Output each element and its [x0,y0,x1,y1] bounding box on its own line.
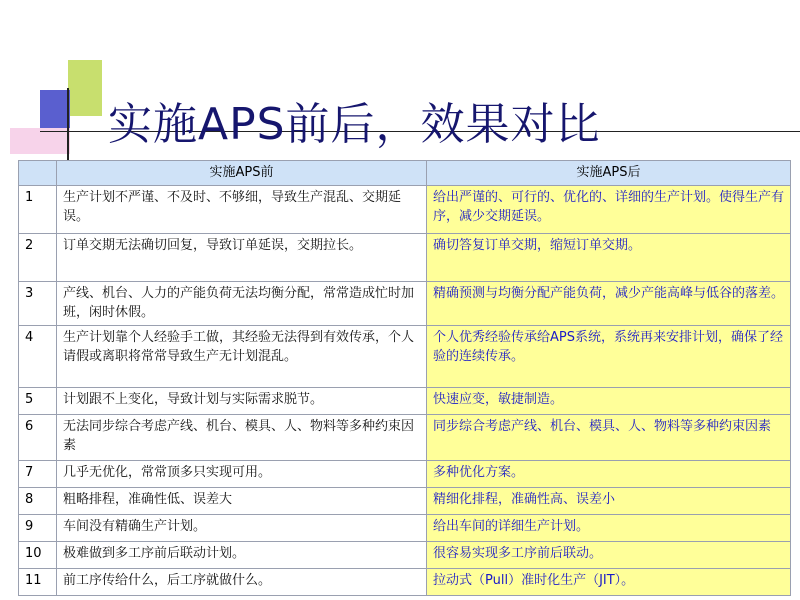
header-before-aps: 实施APS前 [57,161,427,186]
decor-blue-square [40,90,70,130]
table-row [19,186,791,234]
row-number: 6 [19,415,57,461]
row-number: 8 [19,488,57,515]
before-cell: 极难做到多工序前后联动计划。 [57,542,427,569]
before-cell: 订单交期无法确切回复，导致订单延误，交期拉长。 [57,234,427,282]
before-cell: 几乎无优化，常常顶多只实现可用。 [57,461,427,488]
after-cell: 给出严谨的、可行的、优化的、详细的生产计划。使得生产有序，减少交期延误。 [427,186,791,234]
before-cell: 生产计划靠个人经验手工做，其经验无法得到有效传承，个人请假或离职将常常导致生产无计划混乱。 [57,326,427,388]
table-row [19,234,791,282]
table-row [19,282,791,326]
row-number: 5 [19,388,57,415]
after-cell: 确切答复订单交期，缩短订单交期。 [427,234,791,282]
table-row [19,515,791,542]
row-number: 7 [19,461,57,488]
table-row [19,326,791,388]
slide-title: 实施APS前后，效果对比 [108,99,601,150]
table-row [19,388,791,415]
before-cell: 生产计划不严谨、不及时、不够细，导致生产混乱、交期延误。 [57,186,427,234]
before-cell: 前工序传给什么，后工序就做什么。 [57,569,427,596]
after-cell: 精确预测与均衡分配产能负荷，减少产能高峰与低谷的落差。 [427,282,791,326]
after-cell: 给出车间的详细生产计划。 [427,515,791,542]
after-cell: 很容易实现多工序前后联动。 [427,542,791,569]
decor-green-square [68,60,102,116]
table-row [19,461,791,488]
row-number: 9 [19,515,57,542]
table-header-row [19,161,791,186]
after-cell: 拉动式（Pull）准时化生产（JIT）。 [427,569,791,596]
table-row [19,488,791,515]
before-cell: 产线、机台、人力的产能负荷无法均衡分配，常常造成忙时加班，闲时休假。 [57,282,427,326]
table-row [19,542,791,569]
before-cell: 计划跟不上变化，导致计划与实际需求脱节。 [57,388,427,415]
row-number: 3 [19,282,57,326]
row-number: 1 [19,186,57,234]
table-row [19,569,791,596]
row-number: 4 [19,326,57,388]
row-number: 11 [19,569,57,596]
comparison-table [18,160,791,596]
header-after-aps: 实施APS后 [427,161,791,186]
before-cell: 车间没有精确生产计划。 [57,515,427,542]
row-number: 2 [19,234,57,282]
before-cell: 粗略排程，准确性低、误差大 [57,488,427,515]
row-number: 10 [19,542,57,569]
after-cell: 同步综合考虑产线、机台、模具、人、物料等多种约束因素 [427,415,791,461]
after-cell: 精细化排程，准确性高、误差小 [427,488,791,515]
header-number [19,161,57,186]
after-cell: 多种优化方案。 [427,461,791,488]
before-cell: 无法同步综合考虑产线、机台、模具、人、物料等多种约束因素 [57,415,427,461]
table-row [19,415,791,461]
after-cell: 快速应变，敏捷制造。 [427,388,791,415]
after-cell: 个人优秀经验传承给APS系统，系统再来安排计划，确保了经验的连续传承。 [427,326,791,388]
decor-vertical-line [67,88,69,160]
